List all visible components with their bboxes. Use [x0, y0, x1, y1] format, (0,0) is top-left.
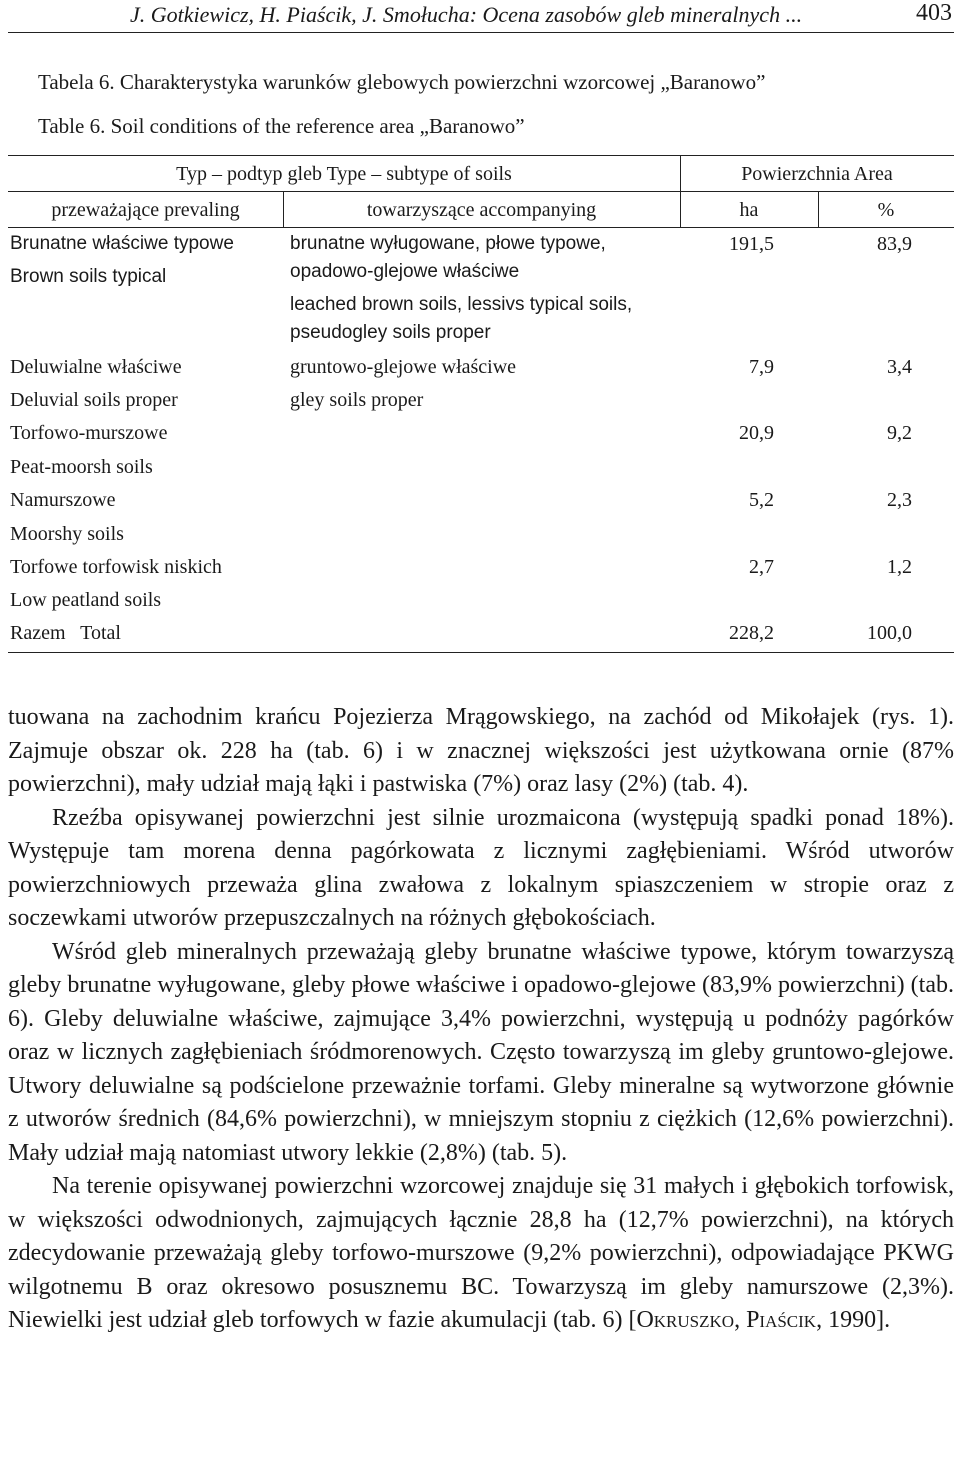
- row4-ha: 5,2: [749, 489, 774, 511]
- row2-prev-en: Deluvial soils proper: [10, 389, 178, 411]
- running-header: [0, 0, 960, 34]
- paragraph-4-main: Na terenie opisywanej powierzchni wzorcowej znajduje się 31 małych i głębokich torfowisk, w większości odwodnionych, zajmujących łącznie 28,8 ha (12,7% powierzchni), na których zdecydowanie przeważają gleby torfowo-murszowe (9,2% powierzchni), odpowiadające PKWG wilgotnemu B oraz okresowo posusznemu BC. Towarzyszą im gleby namurszowe (2,3%). Niewielki jest udział gleb torfowych w fazie akumulacji (tab. 6) [: [8, 1173, 954, 1333]
- paragraph-2: Rzeźba opisywanej powierzchni jest silnie urozmaicona (występują spadki ponad 18%). Występuje tam morena denna pagórkowata z licznymi zagłębieniami. Wśród utworów powierzchniowych przeważa glina zwałowa z lokalnym spiaszczeniem w stropie oraz z soczewkami utworów przepuszczalnych na różnych głębokościach.: [8, 804, 954, 931]
- row1-acc-4: pseudogley soils proper: [290, 322, 491, 343]
- row3-prev-en: Peat-moorsh soils: [10, 456, 153, 478]
- row2-acc-1: gruntowo-glejowe właściwe: [290, 356, 517, 378]
- row1-acc-2: opadowo-glejowe właściwe: [290, 261, 520, 282]
- row1-acc-1: brunatne wyługowane, płowe typowe,: [290, 233, 606, 254]
- row5-prev-pl: Torfowe torfowisk niskich: [10, 556, 222, 578]
- row4-prev-pl: Namurszowe: [10, 489, 116, 511]
- header-pct: %: [877, 199, 895, 221]
- paragraph-1: tuowana na zachodnim krańcu Pojezierza Mrągowskiego, na zachód od Mikołajek (rys. 1). Zajmuje obszar ok. 228 ha (tab. 6) i w znacznej większości jest użytkowana ornie (87% powierzchni), mały udział mają łąki i pastwiska (7%) oraz lasy (2%) (tab. 4).: [8, 704, 954, 797]
- table-head-rule-right: [680, 191, 954, 192]
- total-ha: 228,2: [729, 622, 774, 644]
- paragraph-4-end: ].: [876, 1307, 891, 1333]
- header-ha: ha: [739, 199, 759, 221]
- row1-ha: 191,5: [729, 233, 774, 255]
- header-soil-type: Typ – podtyp gleb Type – subtype of soils: [176, 163, 512, 185]
- citation: Okruszko, Piaścik, 1990: [636, 1307, 877, 1333]
- row5-ha: 2,7: [749, 556, 774, 578]
- running-title: J. Gotkiewicz, H. Piaścik, J. Smołucha: Ocena zasobów gleb mineralnych ...: [130, 2, 803, 27]
- table-caption-pl: Tabela 6. Charakterystyka warunków glebowych powierzchni wzorcowej „Baranowo”: [38, 70, 766, 94]
- row1-acc-3: leached brown soils, lessivs typical soils,: [290, 294, 633, 315]
- header-rule: [8, 32, 954, 33]
- row3-ha: 20,9: [739, 422, 774, 444]
- row3-prev-pl: Torfowo-murszowe: [10, 422, 168, 444]
- table-bottom-rule: [8, 652, 954, 653]
- table-top-rule: [8, 155, 954, 156]
- row3-pct: 9,2: [887, 422, 912, 444]
- row2-pct: 3,4: [887, 356, 912, 378]
- row2-acc-2: gley soils proper: [290, 389, 424, 411]
- row1-pct: 83,9: [877, 233, 912, 255]
- row2-ha: 7,9: [749, 356, 774, 378]
- row2-prev-pl: Deluwialne właściwe: [10, 356, 182, 378]
- page-number: 403: [916, 0, 952, 26]
- row1-prev-pl: Brunatne właściwe typowe: [10, 233, 234, 254]
- paragraph-4: [8, 1170, 954, 1338]
- total-label: Razem Total: [10, 622, 121, 644]
- row5-pct: 1,2: [887, 556, 912, 578]
- total-pct: 100,0: [867, 622, 912, 644]
- header-area: Powierzchnia Area: [741, 163, 893, 185]
- table-head-rule-left: [8, 191, 680, 192]
- header-prevailing: przeważające prevaling: [51, 199, 240, 221]
- row4-prev-en: Moorshy soils: [10, 523, 124, 545]
- table-head-bottom-rule: [8, 227, 954, 228]
- body-text: [8, 701, 954, 1338]
- row5-prev-en: Low peatland soils: [10, 589, 162, 611]
- row4-pct: 2,3: [887, 489, 912, 511]
- header-accompanying: towarzyszące accompanying: [366, 199, 597, 221]
- paragraph-3: Wśród gleb mineralnych przeważają gleby brunatne właściwe typowe, którym towarzyszą gleby brunatne wyługowane, gleby płowe właściwe i opadowo-glejowe (83,9% powierzchni) (tab. 6). Gleby deluwialne właściwe, zajmujące 3,4% powierzchni, występują u podnóży pagórków oraz w licznych zagłębieniach śródmorenowych. Często towarzyszą im gleby gruntowo-glejowe. Utwory deluwialne są podścielone przeważnie torfami. Gleby mineralne są wytworzone głównie z utworów średnich (84,6% powierzchni), w mniejszym stopniu z ciężkich (12,6% powierzchni). Mały udział mają natomiast utwory lekkie (2,8%) (tab. 5).: [8, 938, 954, 1166]
- row1-prev-en: Brown soils typical: [10, 266, 167, 287]
- table-caption-en: Table 6. Soil conditions of the reference area „Baranowo”: [38, 114, 525, 138]
